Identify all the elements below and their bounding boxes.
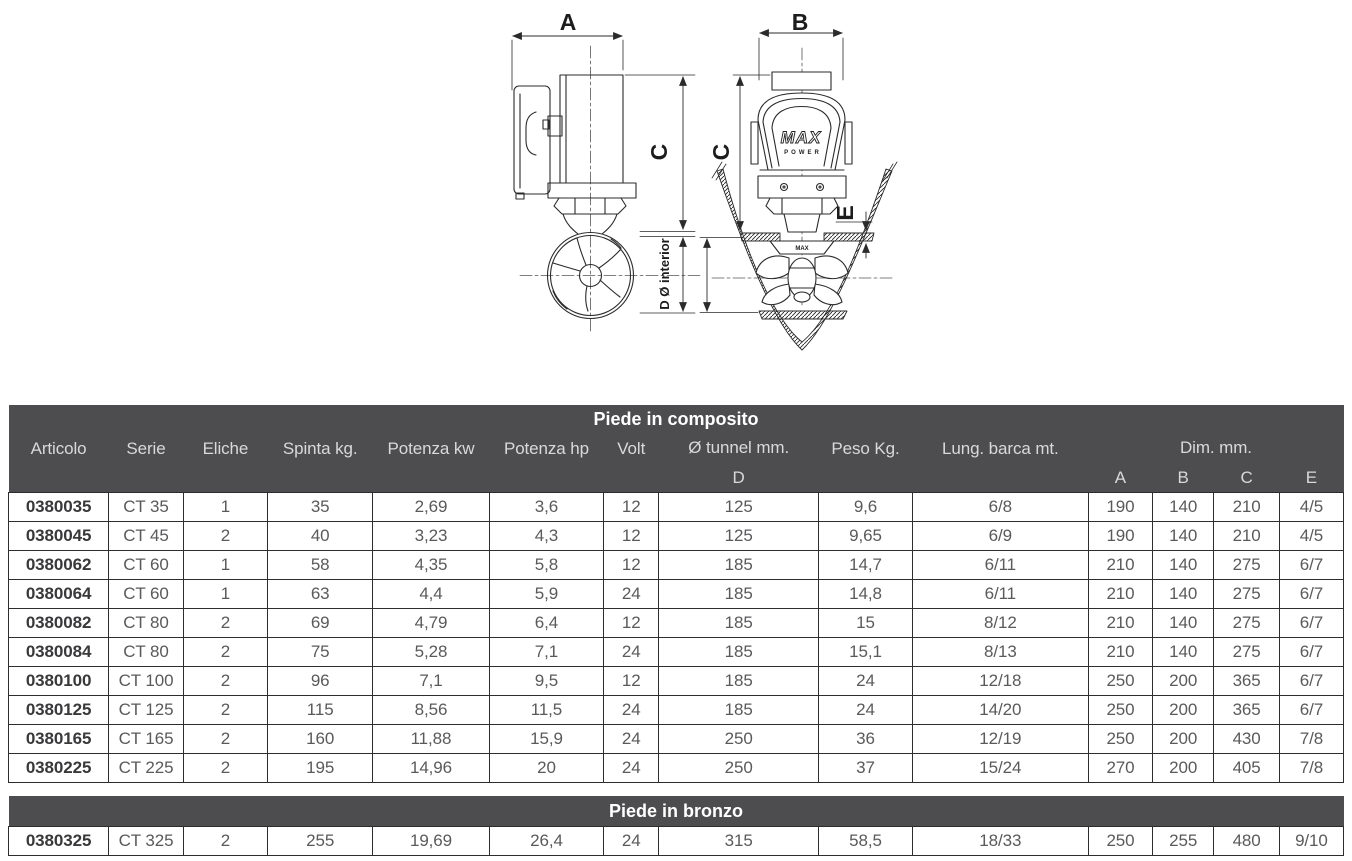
data-cell: 200: [1153, 667, 1214, 696]
data-cell: 125: [659, 522, 819, 551]
data-cell: 2: [183, 725, 267, 754]
data-cell: 14/20: [912, 696, 1088, 725]
data-cell: 480: [1214, 827, 1279, 856]
table-row: [9, 522, 1344, 551]
data-cell: 6/11: [912, 580, 1088, 609]
data-cell: 37: [819, 754, 912, 783]
col-header-articolo: Articolo: [9, 433, 109, 493]
data-cell: 315: [659, 827, 819, 856]
data-cell: 6,4: [489, 609, 604, 638]
data-cell: 210: [1088, 551, 1152, 580]
data-cell: 6/11: [912, 551, 1088, 580]
table-row: [9, 609, 1344, 638]
data-cell: 405: [1214, 754, 1279, 783]
article-cell: 0380064: [9, 580, 109, 609]
col-header-volt: Volt: [604, 433, 659, 493]
data-cell: 185: [659, 638, 819, 667]
col-subheader-d: D: [659, 463, 819, 493]
col-header-spinta: Spinta kg.: [267, 433, 372, 493]
data-cell: 250: [659, 754, 819, 783]
data-cell: 5,8: [489, 551, 604, 580]
data-cell: 24: [604, 754, 659, 783]
col-subheader-e: E: [1279, 463, 1343, 493]
data-cell: 250: [659, 725, 819, 754]
data-cell: 2: [183, 522, 267, 551]
col-header-peso: Peso Kg.: [819, 433, 912, 493]
gear-logo: MAX: [795, 246, 809, 252]
data-cell: CT 80: [109, 638, 184, 667]
data-cell: 275: [1214, 551, 1279, 580]
data-cell: 20: [489, 754, 604, 783]
data-cell: 9,65: [819, 522, 912, 551]
data-cell: 365: [1214, 667, 1279, 696]
data-cell: 12: [604, 493, 659, 522]
data-cell: 36: [819, 725, 912, 754]
data-cell: 6/7: [1279, 609, 1343, 638]
col-header-eliche: Eliche: [183, 433, 267, 493]
col-header-potenza-hp: Potenza hp: [489, 433, 604, 493]
data-cell: 24: [604, 580, 659, 609]
data-cell: 190: [1088, 522, 1152, 551]
data-cell: 9,6: [819, 493, 912, 522]
composito-table: [8, 405, 1344, 783]
table-row: [9, 754, 1344, 783]
data-cell: 4/5: [1279, 493, 1343, 522]
data-cell: 12: [604, 551, 659, 580]
data-cell: 140: [1153, 609, 1214, 638]
data-cell: 12: [604, 522, 659, 551]
table-row: [9, 725, 1344, 754]
data-cell: 63: [267, 580, 372, 609]
data-cell: 250: [1088, 827, 1152, 856]
data-cell: 15,9: [489, 725, 604, 754]
article-cell: 0380125: [9, 696, 109, 725]
data-cell: 69: [267, 609, 372, 638]
data-cell: 4,4: [373, 580, 489, 609]
data-cell: 15,1: [819, 638, 912, 667]
data-cell: 12: [604, 667, 659, 696]
data-cell: 210: [1214, 493, 1279, 522]
data-cell: 4,79: [373, 609, 489, 638]
data-cell: 24: [604, 725, 659, 754]
data-cell: 7/8: [1279, 725, 1343, 754]
data-cell: 190: [1088, 493, 1152, 522]
table-row: [9, 493, 1344, 522]
data-cell: 140: [1153, 638, 1214, 667]
data-cell: CT 60: [109, 580, 184, 609]
article-cell: 0380325: [9, 827, 109, 856]
article-cell: 0380062: [9, 551, 109, 580]
composito-title: Piede in composito: [9, 405, 1344, 433]
col-header-tunnel: Ø tunnel mm.: [659, 433, 819, 463]
data-cell: 2,69: [373, 493, 489, 522]
data-cell: 2: [183, 638, 267, 667]
dim-label-c-side: C: [646, 143, 672, 161]
data-cell: 6/7: [1279, 667, 1343, 696]
data-cell: 275: [1214, 580, 1279, 609]
data-cell: 6/8: [912, 493, 1088, 522]
data-cell: 255: [1153, 827, 1214, 856]
article-cell: 0380084: [9, 638, 109, 667]
data-cell: 160: [267, 725, 372, 754]
col-header-potenza-kw: Potenza kw: [373, 433, 489, 493]
data-cell: 200: [1153, 754, 1214, 783]
data-cell: 15/24: [912, 754, 1088, 783]
data-cell: 15: [819, 609, 912, 638]
data-cell: 4/5: [1279, 522, 1343, 551]
col-subheader-a: A: [1088, 463, 1152, 493]
article-cell: 0380035: [9, 493, 109, 522]
data-cell: 7/8: [1279, 754, 1343, 783]
article-cell: 0380165: [9, 725, 109, 754]
data-cell: 255: [267, 827, 372, 856]
data-cell: 195: [267, 754, 372, 783]
table-row: [9, 580, 1344, 609]
dim-label-c-front: C: [708, 143, 734, 161]
data-cell: 185: [659, 696, 819, 725]
data-cell: 185: [659, 580, 819, 609]
data-cell: CT 125: [109, 696, 184, 725]
data-cell: 6/7: [1279, 580, 1343, 609]
data-cell: 4,3: [489, 522, 604, 551]
data-cell: 3,23: [373, 522, 489, 551]
bronzo-title: Piede in bronzo: [9, 796, 1344, 827]
data-cell: 5,9: [489, 580, 604, 609]
dim-label-a: A: [559, 9, 577, 35]
col-subheader-c: C: [1214, 463, 1279, 493]
data-cell: 12: [604, 609, 659, 638]
data-cell: 14,7: [819, 551, 912, 580]
data-cell: 250: [1088, 725, 1152, 754]
data-cell: 14,8: [819, 580, 912, 609]
dim-label-d-interior: D Ø interior: [657, 238, 672, 310]
data-cell: 35: [267, 493, 372, 522]
data-cell: 9,5: [489, 667, 604, 696]
data-cell: 2: [183, 667, 267, 696]
data-cell: 75: [267, 638, 372, 667]
table-row: [9, 667, 1344, 696]
data-cell: 1: [183, 493, 267, 522]
article-cell: 0380045: [9, 522, 109, 551]
data-cell: 24: [819, 696, 912, 725]
data-cell: 8,56: [373, 696, 489, 725]
data-cell: 1: [183, 580, 267, 609]
data-cell: 365: [1214, 696, 1279, 725]
data-cell: 2: [183, 609, 267, 638]
data-cell: 6/7: [1279, 551, 1343, 580]
data-cell: 58,5: [819, 827, 912, 856]
data-cell: CT 45: [109, 522, 184, 551]
data-cell: 125: [659, 493, 819, 522]
data-cell: 140: [1153, 551, 1214, 580]
max-power-logo-sub: POWER: [784, 150, 822, 156]
col-header-serie: Serie: [109, 433, 184, 493]
data-cell: 4,35: [373, 551, 489, 580]
data-cell: 6/7: [1279, 638, 1343, 667]
data-cell: 7,1: [489, 638, 604, 667]
data-cell: CT 100: [109, 667, 184, 696]
data-cell: 24: [819, 667, 912, 696]
data-cell: 96: [267, 667, 372, 696]
data-cell: 3,6: [489, 493, 604, 522]
table-row: [9, 696, 1344, 725]
front-view-drawing: [700, 9, 897, 350]
data-cell: 270: [1088, 754, 1152, 783]
data-cell: 24: [604, 827, 659, 856]
data-cell: 7,1: [373, 667, 489, 696]
data-cell: 200: [1153, 696, 1214, 725]
data-cell: 250: [1088, 667, 1152, 696]
data-cell: 250: [1088, 696, 1152, 725]
data-cell: CT 165: [109, 725, 184, 754]
col-subheader-b: B: [1153, 463, 1214, 493]
data-cell: 140: [1153, 493, 1214, 522]
thruster-drawing: [430, 0, 970, 400]
data-cell: 8/12: [912, 609, 1088, 638]
max-power-logo: MAX: [780, 128, 822, 147]
data-cell: 140: [1153, 522, 1214, 551]
data-cell: 140: [1153, 580, 1214, 609]
data-cell: 115: [267, 696, 372, 725]
data-cell: CT 80: [109, 609, 184, 638]
data-cell: 185: [659, 551, 819, 580]
data-cell: 19,69: [373, 827, 489, 856]
data-cell: 9/10: [1279, 827, 1343, 856]
data-cell: 5,28: [373, 638, 489, 667]
data-cell: 24: [604, 696, 659, 725]
table-row: [9, 638, 1344, 667]
data-cell: 210: [1088, 609, 1152, 638]
technical-drawing: [0, 0, 1352, 405]
col-header-dim: Dim. mm.: [1088, 433, 1343, 463]
data-cell: 6/9: [912, 522, 1088, 551]
data-cell: 11,5: [489, 696, 604, 725]
data-cell: 2: [183, 696, 267, 725]
data-cell: 1: [183, 551, 267, 580]
data-cell: CT 325: [109, 827, 184, 856]
data-cell: 11,88: [373, 725, 489, 754]
data-cell: CT 225: [109, 754, 184, 783]
data-cell: 275: [1214, 609, 1279, 638]
table-row: [9, 827, 1344, 856]
data-cell: 185: [659, 667, 819, 696]
bronzo-table: [8, 796, 1344, 856]
data-cell: 14,96: [373, 754, 489, 783]
col-header-lung: Lung. barca mt.: [912, 433, 1088, 493]
dim-label-e: E: [832, 205, 858, 221]
data-cell: 12/19: [912, 725, 1088, 754]
data-cell: CT 35: [109, 493, 184, 522]
data-cell: 275: [1214, 638, 1279, 667]
data-cell: 200: [1153, 725, 1214, 754]
article-cell: 0380100: [9, 667, 109, 696]
data-cell: 210: [1088, 638, 1152, 667]
data-cell: 12/18: [912, 667, 1088, 696]
side-view-drawing: [512, 9, 700, 334]
table-row: [9, 551, 1344, 580]
data-cell: 40: [267, 522, 372, 551]
data-cell: 8/13: [912, 638, 1088, 667]
data-cell: 2: [183, 827, 267, 856]
data-cell: 6/7: [1279, 696, 1343, 725]
article-cell: 0380082: [9, 609, 109, 638]
data-cell: 26,4: [489, 827, 604, 856]
data-cell: 58: [267, 551, 372, 580]
data-cell: 24: [604, 638, 659, 667]
data-cell: CT 60: [109, 551, 184, 580]
data-cell: 210: [1088, 580, 1152, 609]
data-cell: 210: [1214, 522, 1279, 551]
dim-label-b: B: [791, 9, 809, 35]
data-cell: 18/33: [912, 827, 1088, 856]
data-cell: 2: [183, 754, 267, 783]
article-cell: 0380225: [9, 754, 109, 783]
data-cell: 430: [1214, 725, 1279, 754]
data-cell: 185: [659, 609, 819, 638]
